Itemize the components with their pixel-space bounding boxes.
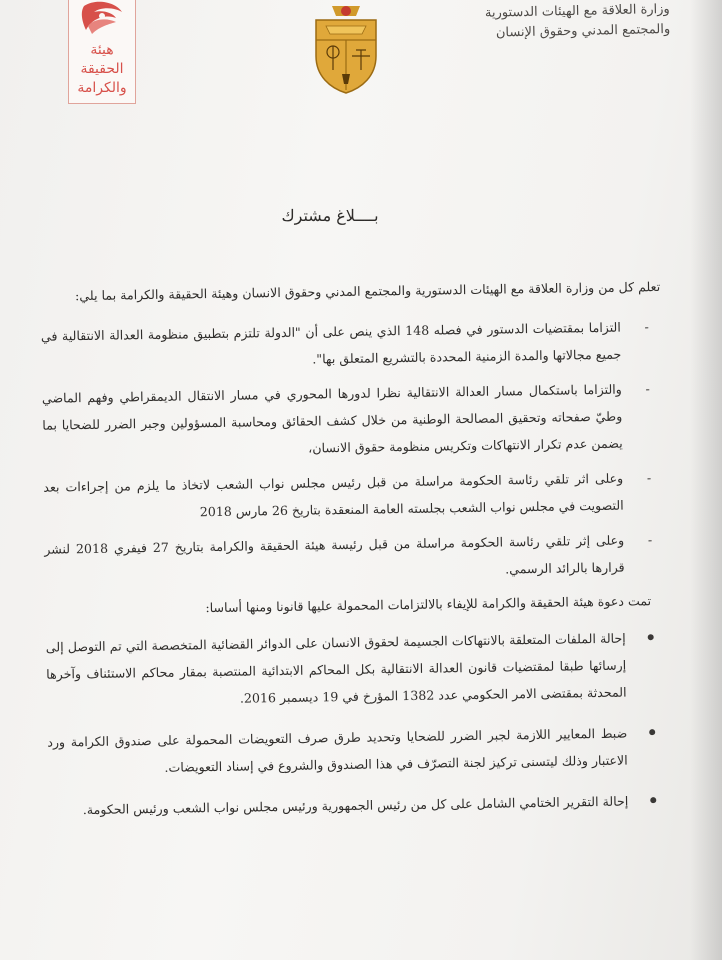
ivd-logo [68,0,136,104]
list-item [41,313,662,377]
list-item-text: إحالة التقرير الختامي الشامل على كل من رئيس الجمهورية ورئيس مجلس نواب الشعب ورئيس الحكومة. [82,793,629,818]
list-item-text: إحالة الملفات المتعلقة بالانتهاكات الجسيمة لحقوق الانسان على الدوائر القضائية المتخصصة التي تم التوصل إلى إرسائها طبقا لمقتضيات قانون العدالة الانتقالية بكل المحاكم الابتدائية المنتصبة بمقار محاكم الاستئناف وآخرها المحدثة بمقتضى الامر الحكومي عدد 1382 المؤرخ في 19 ديسمبر 2016. [45,630,627,706]
ivd-logo-icon [72,0,132,42]
bullet-icon [650,797,656,803]
bullet-icon [649,729,655,735]
ministry-line-2: والمجتمع المدني وحقوق الإنسان [495,21,671,41]
bullet-list [46,624,669,824]
dash-marker: - [647,532,653,548]
dash-marker: - [644,319,649,335]
dash-marker: - [645,381,650,397]
list-item [47,719,668,783]
list-item [48,787,668,824]
ministry-line-1: وزارة العلاقة مع الهيئات الدستورية [484,1,670,21]
ministry-header [470,0,671,44]
intro-paragraph: تعلم كل من وزارة العلاقة مع الهيئات الدستورية والمجتمع المدني وحقوق الانسان وهيئة الحقيقة والكرامة بما يلي: [74,278,661,304]
list-item [43,464,664,528]
logo-line-1: هيئة [90,42,114,58]
list-item [46,624,667,715]
list-item-text: ضبط المعايير اللازمة لجبر الضرر للضحايا وتحديد طرق صرف التعويضات المحمولة على صندوق الكرامة ورد الاعتبار وذلك ليتسنى تركيز لجنة التصرّف في هذا الصندوق والشروع في إسناد التعويضات. [47,725,628,775]
list-item [42,375,663,466]
page-title: بــــلاغ مشترك [281,206,379,225]
document-body [40,274,669,838]
list-item-text: والتزاما باستكمال مسار العدالة الانتقالية نظرا لدورها المحوري في مسار الانتقال الديمقراطي وفهم الماضي وطيّ صفحاته وتحقيق المصالحة الوطنية من خلال كشف الحقائق ومحاسبة المسؤولين وجبر الضرر للضحايا بما يضمن عدم تكرار الانتهاكات وتكريس منظومة حقوق الانسان، [41,381,623,456]
page-edge-shadow [690,0,722,960]
dash-marker: - [646,470,652,486]
call-paragraph: تمت دعوة هيئة الحقيقة والكرامة للإيفاء بالالتزامات المحمولة عليها قانونا ومنها أساسا: [205,593,652,616]
list-item-text: التزاما بمقتضيات الدستور في فصله 148 الذي ينص على أن "الدولة تلتزم بتطبيق منظومة العدالة الانتقالية في جميع مجالاتها والمدة الزمنية المحددة بالتشريع المتعلق بها". [40,319,622,367]
logo-line-2: الحقيقة [80,61,124,77]
list-item-text: وعلى اثر تلقي رئاسة الحكومة مراسلة من قبل رئيس مجلس نواب الشعب لاتخاذ ما يلزم من إجراءات بعد التصويت في مجلس نواب الشعب بجلسته العامة المنعقدة بتاريخ 26 مارس 2018 [43,470,624,520]
list-item [44,526,665,590]
tunisia-coat-of-arms-icon [312,0,380,94]
logo-line-3: والكرامة [77,80,127,96]
dash-list [41,313,665,590]
list-item-text: وعلى إثر تلقي رئاسة الحكومة مراسلة من قبل رئيسة هيئة الحقيقة والكرامة بتاريخ 27 فيفري 2018 لنشر قرارها بالرائد الرسمي. [44,532,625,577]
bullet-icon [648,634,654,640]
